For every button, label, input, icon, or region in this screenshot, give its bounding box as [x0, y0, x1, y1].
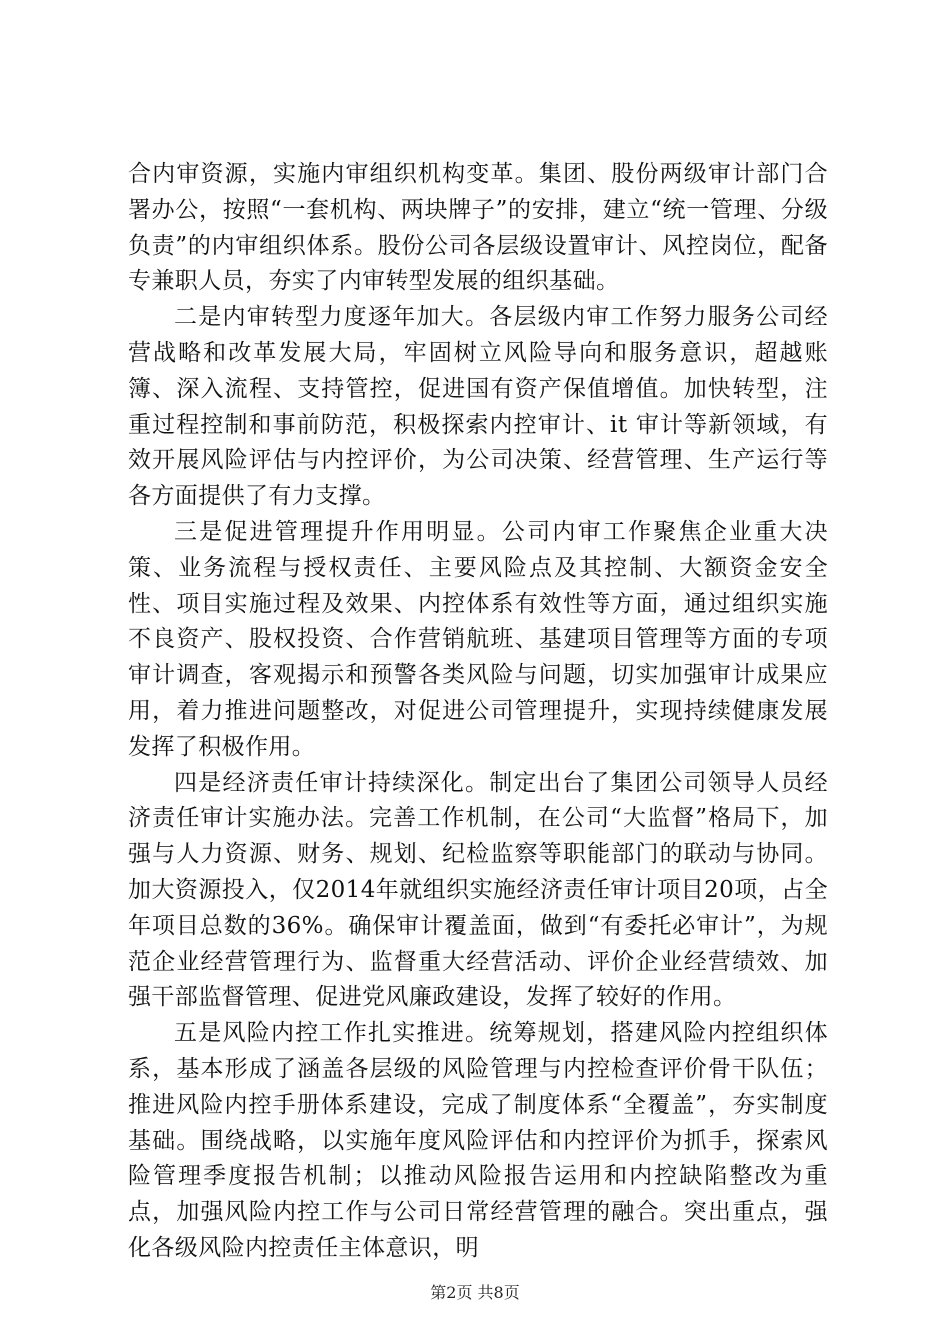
page-footer: 第2页 共8页	[430, 1283, 520, 1302]
paragraph-3: 三是促进管理提升作用明显。公司内审工作聚焦企业重大决策、业务流程与授权责任、主要风险点及其控制、大额资金安全性、项目实施过程及效果、内控体系有效性等方面，通过组织实施不良资产、股权投资、合作营销航班、基建项目管理等方面的专项审计调查，客观揭示和预警各类风险与问题，切实加强审计成果应用，着力推进问题整改，对促进公司管理提升，实现持续健康发展发挥了积极作用。	[128, 518, 828, 760]
paragraph-5: 五是风险内控工作扎实推进。统筹规划，搭建风险内控组织体系，基本形成了涵盖各层级的风险管理与内控检查评价骨干队伍；推进风险内控手册体系建设，完成了制度体系“全覆盖”，夯实制度基础。围绕战略，以实施年度风险评估和内控评价为抓手，探索风险管理季度报告机制；以推动风险报告运用和内控缺陷整改为重点，加强风险内控工作与公司日常经营管理的融合。突出重点，强化各级风险内控责任主体意识，明	[128, 1020, 828, 1261]
paragraph-1: 合内审资源，实施内审组织机构变革。集团、股份两级审计部门合署办公，按照“一套机构、两块牌子”的安排，建立“统一管理、分级负责”的内审组织体系。股份公司各层级设置审计、风控岗位，配备专兼职人员，夯实了内审转型发展的组织基础。	[128, 161, 828, 295]
paragraph-4: 四是经济责任审计持续深化。制定出台了集团公司领导人员经济责任审计实施办法。完善工作机制，在公司“大监督”格局下，加强与人力资源、财务、规划、纪检监察等职能部门的联动与协同。加大资源投入，仅2014年就组织实施经济责任审计项目20项，占全年项目总数的36%。确保审计覆盖面，做到“有委托必审计”，为规范企业经营管理行为、监督重大经营活动、评价企业经营绩效、加强干部监督管理、促进党风廉政建设，发挥了较好的作用。	[128, 769, 828, 1011]
document-body	[128, 157, 828, 1267]
paragraph-2: 二是内审转型力度逐年加大。各层级内审工作努力服务公司经营战略和改革发展大局，牢固树立风险导向和服务意识，超越账簿、深入流程、支持管控，促进国有资产保值增值。加快转型，注重过程控制和事前防范，积极探索内控审计、it 审计等新领域，有效开展风险评估与内控评价，为公司决策、经营管理、生产运行等各方面提供了有力支撑。	[128, 304, 828, 510]
